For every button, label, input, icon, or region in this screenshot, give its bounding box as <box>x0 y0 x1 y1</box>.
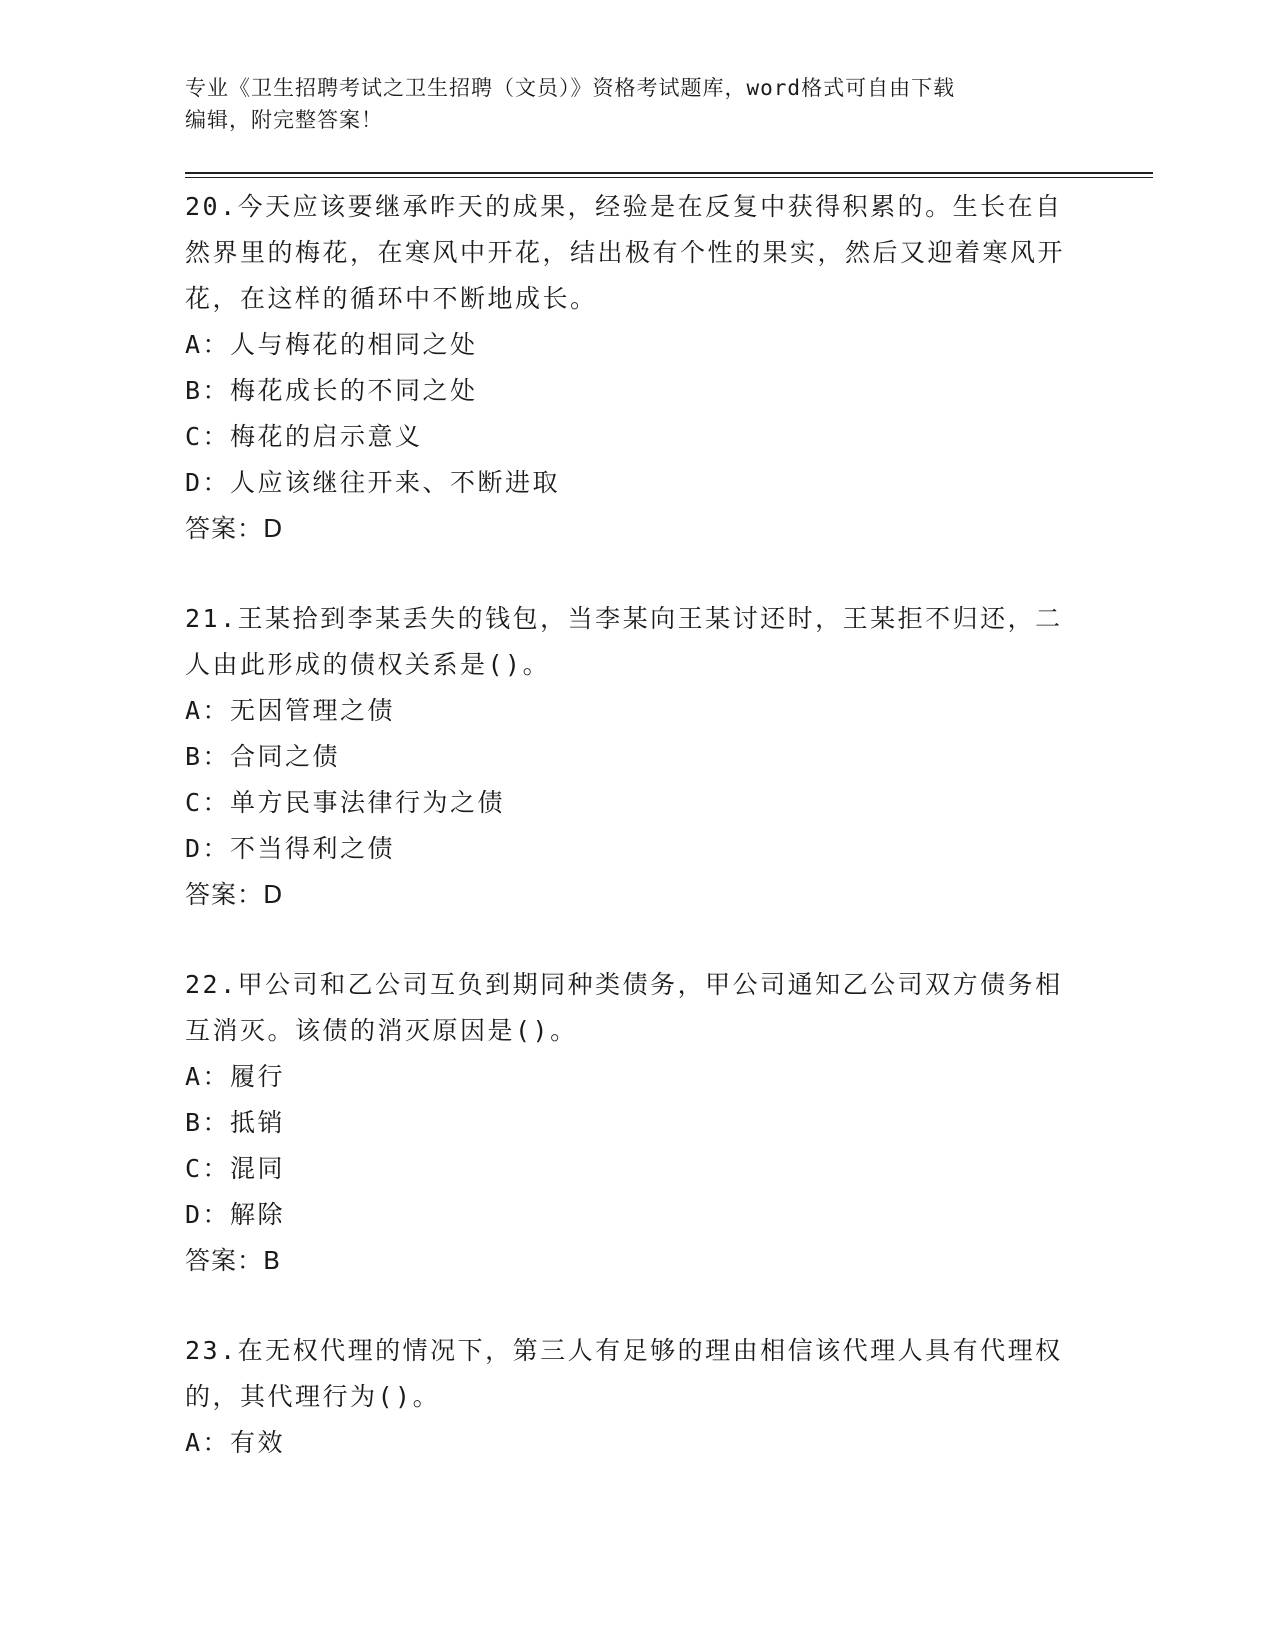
header-line-2: 编辑，附完整答案！ <box>185 108 383 132</box>
question-stem: 22.甲公司和乙公司互负到期同种类债务，甲公司通知乙公司双方债务相互消灭。该债的消灭原因是()。 <box>185 970 1063 1045</box>
header-divider <box>185 172 1153 178</box>
question-21 <box>185 596 1155 918</box>
option-a: A：有效 <box>185 1428 286 1457</box>
option-b: B：梅花成长的不同之处 <box>185 376 478 405</box>
answer-line: 答案：D <box>185 514 284 543</box>
header-line-1: 专业《卫生招聘考试之卫生招聘（文员）》资格考试题库，word格式可自由下载 <box>185 76 956 100</box>
option-c: C：梅花的启示意义 <box>185 422 423 451</box>
option-a: A：履行 <box>185 1062 286 1091</box>
answer-line: 答案：D <box>185 880 284 909</box>
option-d: D：解除 <box>185 1200 286 1229</box>
question-20 <box>185 184 1155 552</box>
question-stem: 21.王某拾到李某丢失的钱包，当李某向王某讨还时，王某拒不归还，二人由此形成的债权关系是()。 <box>185 604 1063 679</box>
option-a: A：无因管理之债 <box>185 696 396 725</box>
question-23 <box>185 1328 1155 1466</box>
question-stem: 23.在无权代理的情况下，第三人有足够的理由相信该代理人具有代理权的，其代理行为()。 <box>185 1336 1063 1411</box>
question-22 <box>185 962 1155 1284</box>
answer-line: 答案：B <box>185 1246 282 1275</box>
option-d: D：不当得利之债 <box>185 834 396 863</box>
document-page <box>185 72 1155 1466</box>
option-b: B：抵销 <box>185 1108 286 1137</box>
option-d: D：人应该继往开来、不断进取 <box>185 468 561 497</box>
option-a: A：人与梅花的相同之处 <box>185 330 478 359</box>
question-stem: 20.今天应该要继承昨天的成果，经验是在反复中获得积累的。生长在自然界里的梅花，在寒风中开花，结出极有个性的果实，然后又迎着寒风开花，在这样的循环中不断地成长。 <box>185 192 1066 313</box>
document-header <box>185 72 1065 136</box>
option-b: B：合同之债 <box>185 742 341 771</box>
option-c: C：单方民事法律行为之债 <box>185 788 506 817</box>
option-c: C：混同 <box>185 1154 286 1183</box>
